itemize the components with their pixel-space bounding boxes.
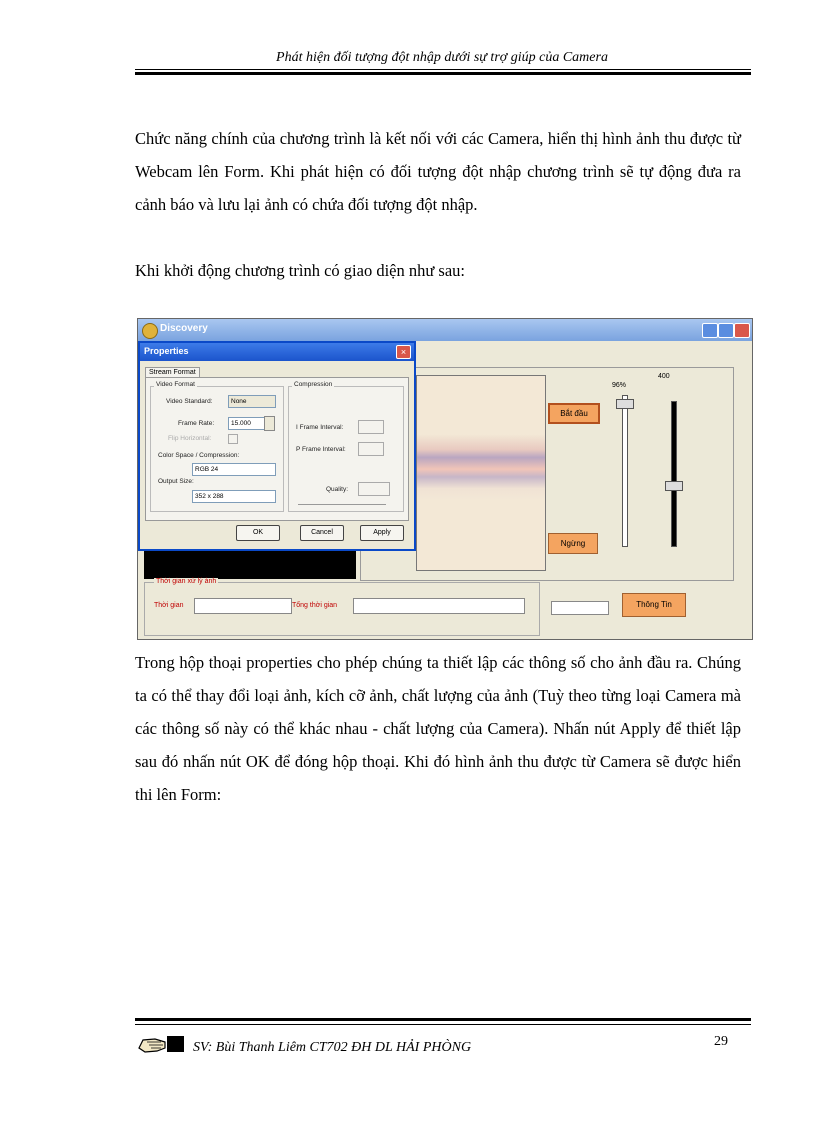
properties-dialog [138,341,416,551]
maximize-icon [718,323,734,338]
pointing-hand-icon [137,1034,185,1054]
time-label: Thời gian [154,602,184,609]
start-button: Bắt đầu [548,403,600,424]
dialog-title: Properties [144,346,189,356]
total-time-label: Tổng thời gian [292,602,338,609]
sensitivity-slider-track [622,395,628,547]
apply-button: Apply [360,525,404,541]
minimize-icon [702,323,718,338]
video-format-group-label: Video Format [156,381,195,388]
tab-stream-format: Stream Format [145,367,200,377]
header-rule-thin [135,69,751,70]
window-title: Discovery [160,323,208,334]
footer-author: SV: Bùi Thanh Liêm CT702 ĐH DL HẢI PHÒNG [193,1040,472,1055]
threshold-max-label: 400 [658,373,670,380]
sensitivity-percent-label: 96% [612,382,627,389]
footer-rule-thick [135,1018,751,1021]
close-icon [734,323,750,338]
flip-horizontal-label: Flip Horizontal: [168,435,212,442]
p-frame-interval-field [358,442,384,456]
dialog-close-icon: × [396,345,411,359]
output-size-label: Output Size: [158,478,194,485]
page-number: 29 [714,1034,728,1049]
cancel-button: Cancel [300,525,344,541]
quality-slider [298,504,386,505]
quality-label: Quality: [326,486,349,493]
footer-rule-thin [135,1024,751,1025]
compression-group-label: Compression [294,381,333,388]
frame-rate-spinner [264,416,275,431]
i-frame-interval-field [358,420,384,434]
threshold-slider-thumb [665,481,683,491]
color-space-label: Color Space / Compression: [158,452,240,459]
frame-rate-label: Frame Rate: [178,420,215,427]
frame-rate-field: 15.000 [228,417,266,430]
processing-time-group-label: Thời gian xử lý ảnh [156,578,217,585]
ok-button: OK [236,525,280,541]
p-frame-interval-label: P Frame Interval: [296,446,346,453]
dialog-tab-panel [145,377,409,521]
video-standard-label: Video Standard: [166,398,213,405]
app-screenshot [137,318,753,640]
paragraph-startup: Khi khởi động chương trình có giao diện như sau: [135,261,465,280]
time-field [194,598,292,614]
threshold-slider-track [671,401,677,547]
video-standard-field: None [228,395,276,408]
app-icon [142,323,158,339]
i-frame-interval-label: I Frame Interval: [296,424,344,431]
camera-preview [416,375,546,571]
header-rule-thick [135,72,751,75]
color-space-select: RGB 24 [192,463,276,476]
sensitivity-slider-thumb [616,399,634,409]
window-titlebar [138,319,752,341]
paragraph-intro: Chức năng chính của chương trình là kết nối với các Camera, hiển thị hình ảnh thu được từ Webcam lên Form. Khi phát hiện có đối tượng đột nhập chương trình sẽ tự động đưa ra cảnh báo và lưu lại ảnh có chứa đối tượng đột nhập. [135,129,741,214]
total-time-field [353,598,525,614]
stop-button: Ngừng [548,533,598,554]
info-button: Thông Tin [622,593,686,617]
paragraph-properties: Trong hộp thoại properties cho phép chúng ta thiết lập các thông số cho ảnh đầu ra. Chúng ta có thể thay đổi loại ảnh, kích cỡ ảnh, chất lượng của ảnh (Tuỳ theo từng loại Camera mà các thông số này có thể khác nhau - chất lượng của Camera). Nhấn nút Apply để thiết lập sau đó nhấn nút OK để đóng hộp thoại. Khi đó hình ảnh thu được từ Camera sẽ được hiển thi lên Form: [135,653,741,804]
flip-horizontal-checkbox [228,434,238,444]
running-header: Phát hiện đối tượng đột nhập dưới sự trợ giúp của Camera [276,50,608,65]
status-field [551,601,609,615]
quality-field [358,482,390,496]
output-size-select: 352 x 288 [192,490,276,503]
